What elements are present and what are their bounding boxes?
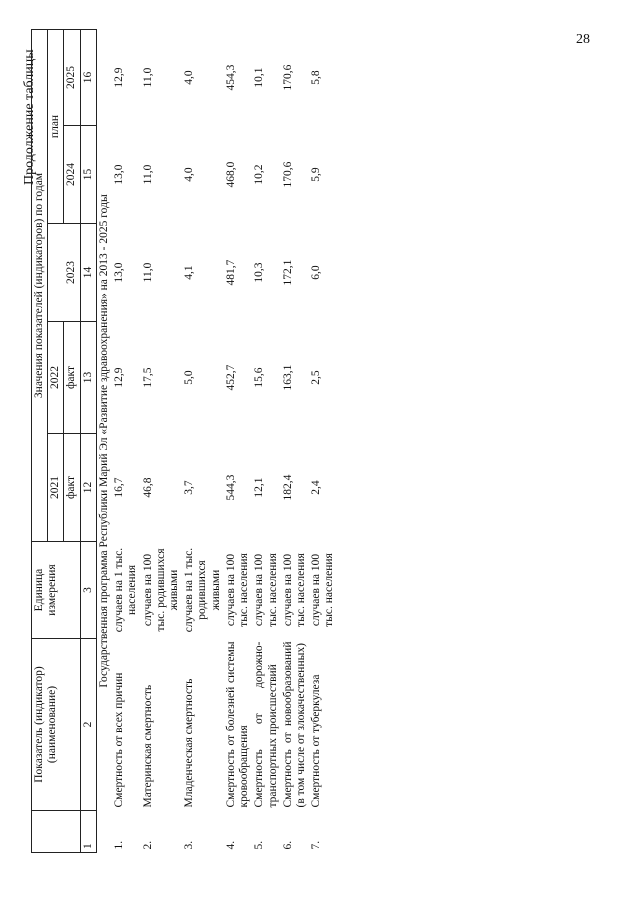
col-number: 15 [80,126,96,224]
header-indicator: Показатель (индикатор) (наименование) [32,639,81,811]
row-number: 3. [183,840,196,850]
value-2021: 46,8 [141,477,154,498]
col-number: 13 [80,322,96,434]
header-plan: план [48,30,64,224]
unit: случаев на 100 тыс. родившихся живыми [141,548,180,632]
header-type-2021: факт [64,434,80,542]
header-row-1 [32,30,48,853]
value-2024: 11,0 [141,164,154,185]
value-2023: 11,0 [141,262,154,283]
unit: случаев на 100 тыс. населения [281,553,307,627]
header-values: Значения показателей (индикаторов) по годам [32,30,48,542]
value-2022: 163,1 [281,364,294,391]
value-2022: 17,5 [141,367,154,388]
table-row [141,30,183,853]
value-2025: 454,3 [224,64,237,91]
row-number: 6. [281,840,294,850]
header-blank [32,811,81,853]
table-row [281,30,309,853]
table-row [182,30,224,853]
header-year-2021: 2021 [48,434,64,542]
row-number: 2. [141,840,154,850]
value-2023: 172,1 [281,259,294,286]
column-numbers-row [80,30,96,853]
header-year-2022: 2022 [48,322,64,434]
program-title: Государственная программа Республики Марий Эл «Развитие здравоохранения» на 2013 - 2025 годы [97,194,110,688]
value-2022: 12,9 [113,367,126,388]
value-2022: 452,7 [224,364,237,391]
indicator-name: Смертность от дорожно-транспортных происшествий [253,641,279,808]
indicator-name: Смертность от новообразований (в том числе от злокачественных) [281,641,307,808]
value-2022: 2,5 [310,370,323,385]
value-2021: 544,3 [224,474,237,501]
value-2024: 10,2 [253,164,266,185]
row-number: 5. [253,840,266,850]
value-2025: 11,0 [141,67,154,88]
unit: случаев на 100 тыс. населения [253,553,279,627]
unit: случаев на 1 тыс. родившихся живыми [183,547,222,633]
value-2023: 13,0 [113,262,126,283]
value-2025: 12,9 [113,67,126,88]
col-number: 1 [80,811,96,853]
value-2024: 170,6 [281,161,294,188]
value-2021: 16,7 [113,477,126,498]
unit: случаев на 100 тыс. населения [224,553,251,627]
indicator-name: Младенческая смертность [183,678,196,808]
value-2025: 4,0 [183,70,196,85]
table-row [224,30,252,853]
table-row [252,30,280,853]
header-type-2022: факт [64,322,80,434]
indicator-name: Смертность от болезней системы кровообращения [224,641,251,808]
value-2023: 4,1 [183,265,196,280]
header-unit: Единица измерения [32,542,81,639]
row-number: 7. [310,840,323,850]
value-2021: 182,4 [281,474,294,501]
col-number: 2 [80,639,96,811]
value-2021: 3,7 [183,480,196,495]
indicator-name: Смертность от всех причин [113,672,126,808]
value-2025: 170,6 [281,64,294,91]
program-title-row [96,30,112,853]
indicators-table [31,29,338,853]
value-2021: 2,4 [310,480,323,495]
header-year-2025: 2025 [64,30,80,126]
value-2022: 5,0 [183,370,196,385]
value-2024: 468,0 [224,161,237,188]
value-2024: 13,0 [113,164,126,185]
unit: случаев на 100 тыс. населения [310,553,336,627]
col-number: 16 [80,30,96,126]
continued-label: Продолжение таблицы [22,49,37,185]
col-number: 12 [80,434,96,542]
table-row [309,30,337,853]
value-2021: 12,1 [253,477,266,498]
table-row [112,30,140,853]
page-number: 28 [576,32,590,47]
value-2024: 4,0 [183,167,196,182]
unit: случаев на 1 тыс. населения [113,547,139,633]
indicator-name: Смертность от туберкулеза [310,674,323,808]
value-2023: 10,3 [253,262,266,283]
header-year-2023: 2023 [48,224,80,322]
value-2022: 15,6 [253,367,266,388]
col-number: 3 [80,542,96,639]
value-2023: 481,7 [224,259,237,286]
value-2024: 5,9 [310,167,323,182]
row-number: 4. [224,840,237,850]
indicator-name: Материнская смертность [141,684,154,808]
header-year-2024: 2024 [64,126,80,224]
row-number: 1. [113,840,126,850]
value-2023: 6,0 [310,265,323,280]
col-number: 14 [80,224,96,322]
value-2025: 10,1 [253,67,266,88]
value-2025: 5,8 [310,70,323,85]
